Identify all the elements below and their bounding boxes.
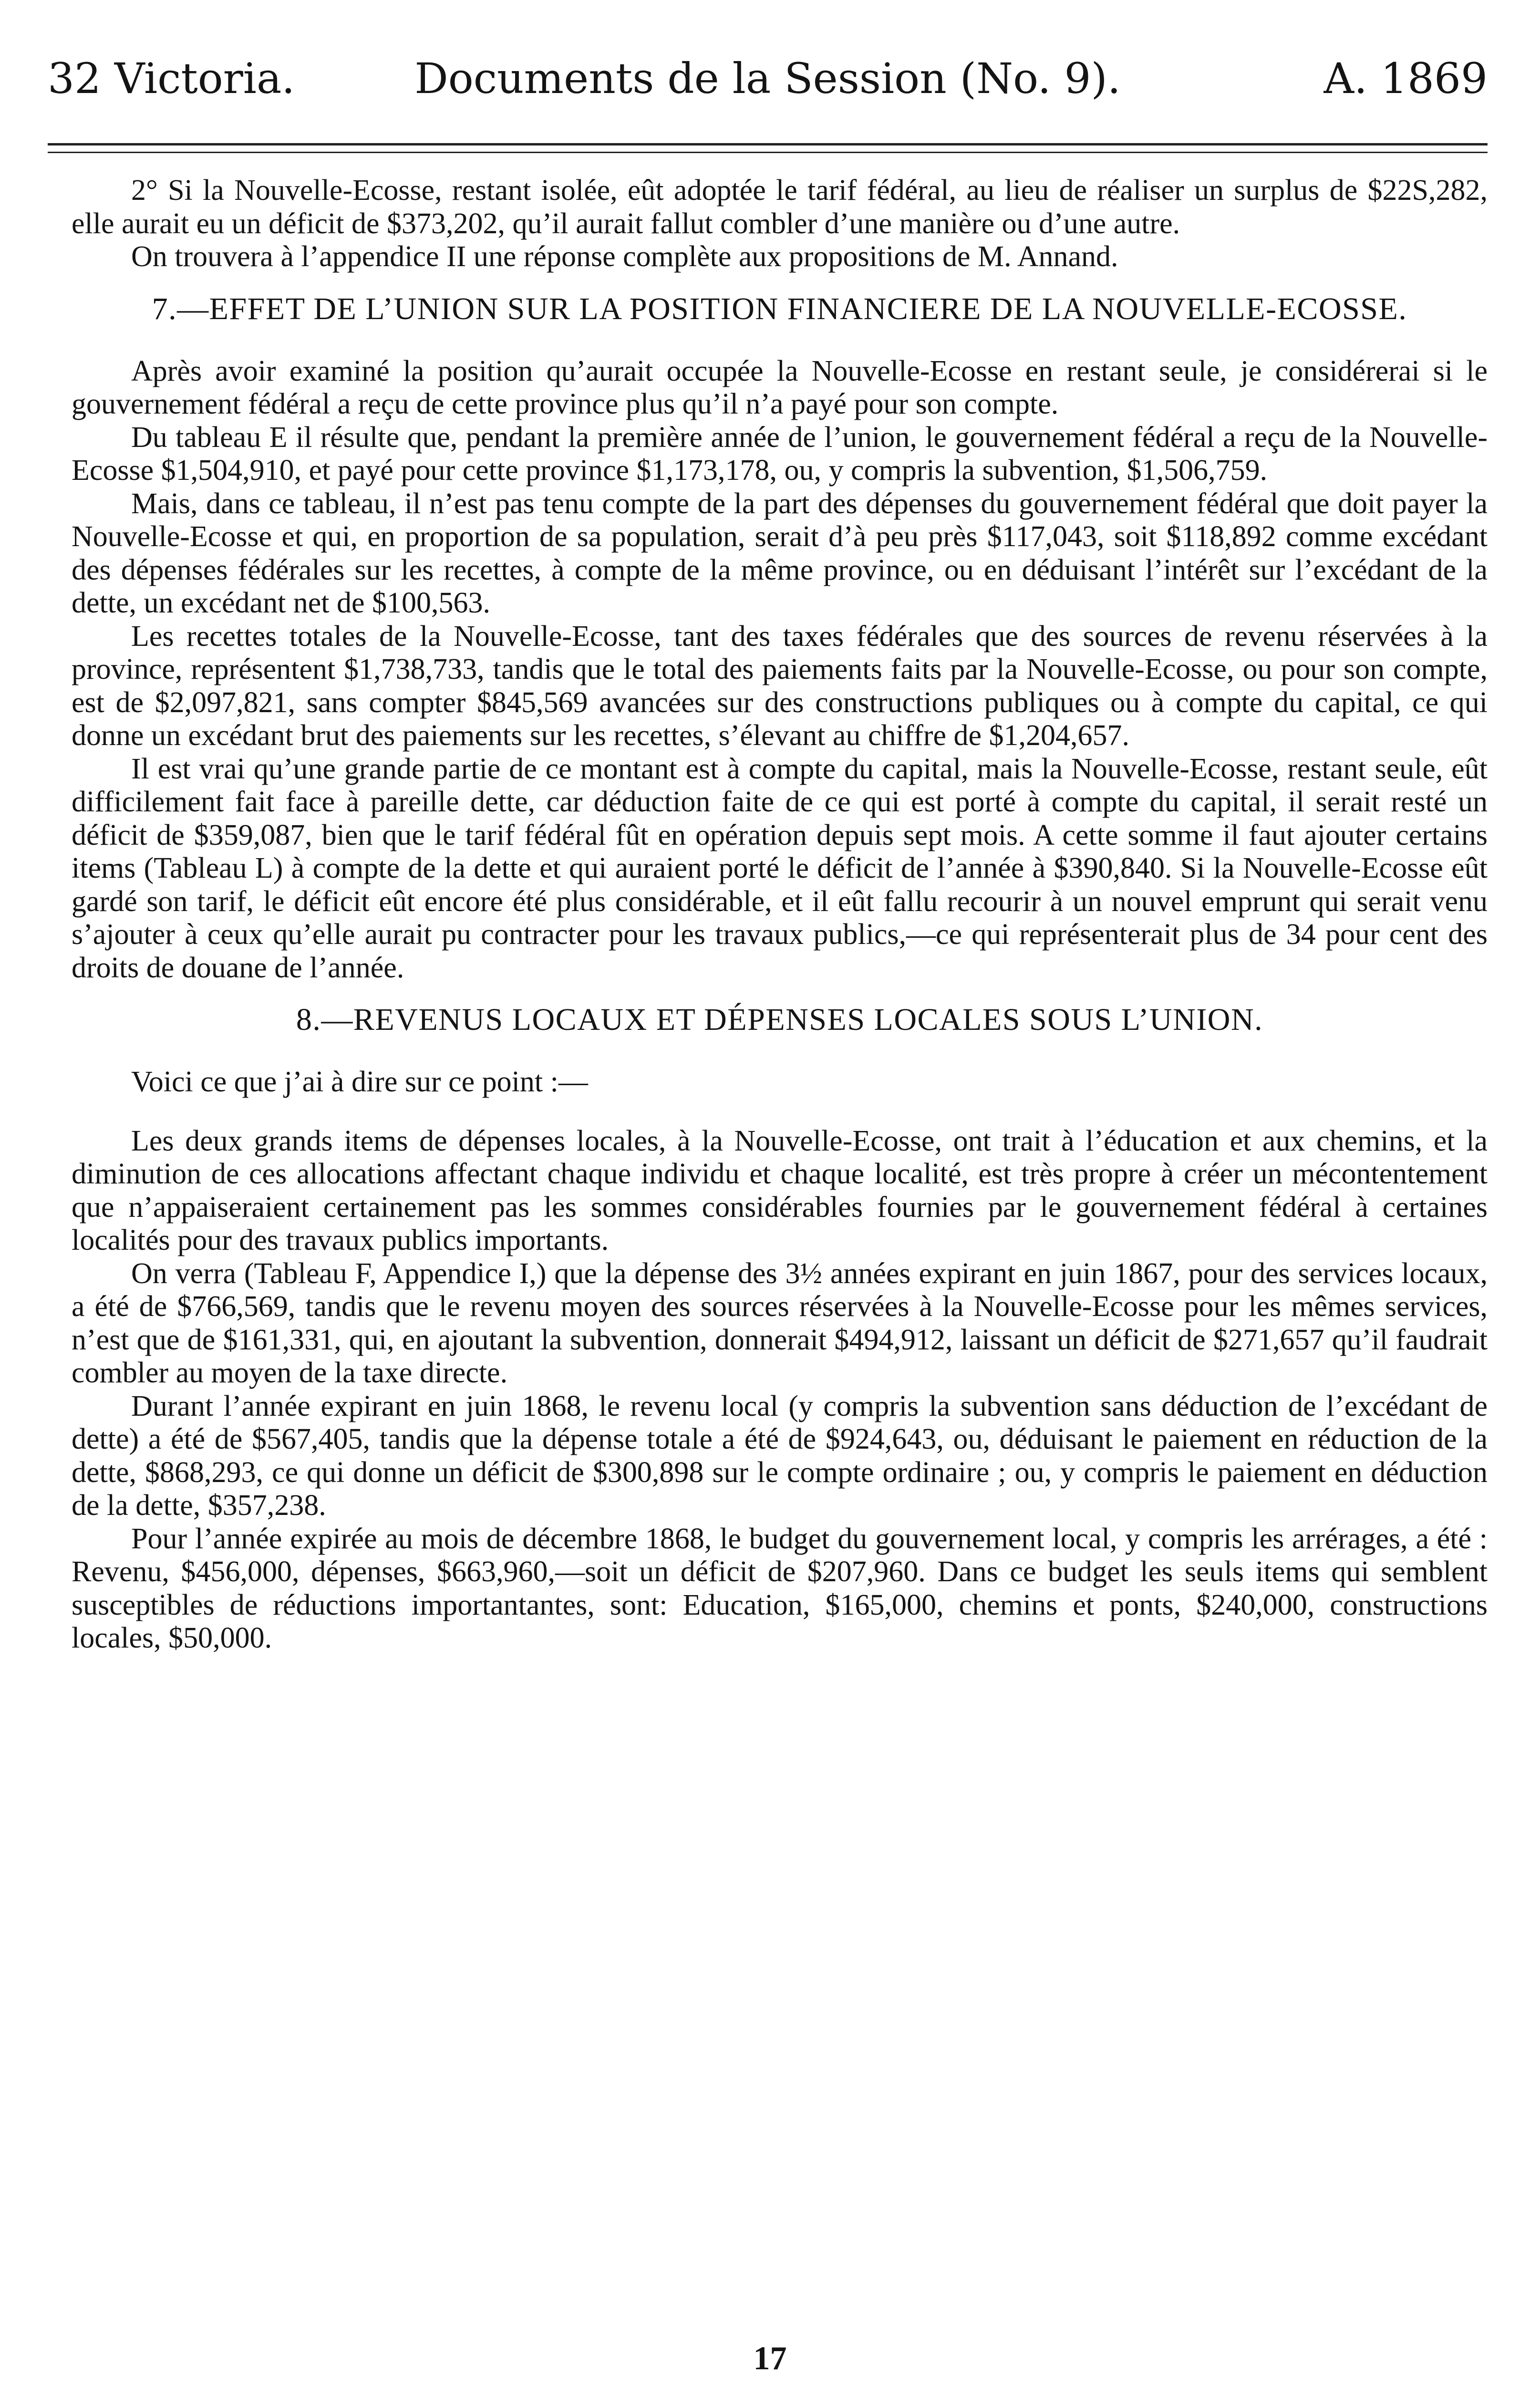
paragraph: 2° Si la Nouvelle-Ecosse, restant isolée, eût adoptée le tarif fédéral, au lieu de réaliser un surplus de $22S,282, elle aurait eu un déficit de $373,202, qu’il aurait fallut combler d’une manière ou d’une autre.: [72, 174, 1488, 240]
paragraph: Mais, dans ce tableau, il n’est pas tenu compte de la part des dépenses du gouvernement fédéral que doit payer la Nouvelle-Ecosse et qui, en proportion de sa population, serait d’à peu près $117,043, soit $118,892 comme excédant des dépenses fédérales sur les recettes, à compte de la même province, ou en déduisant l’intérêt sur l’excédant de la dette, un excédant net de $100,563.: [72, 487, 1488, 619]
paragraph: On trouvera à l’appendice II une réponse complète aux propositions de M. Annand.: [131, 240, 1118, 273]
header-right: A. 1869: [1323, 54, 1488, 103]
page-number: 17: [753, 2340, 787, 2377]
paragraph: Durant l’année expirant en juin 1868, le revenu local (y compris la subvention sans déduction de l’excédant de dette) a été de $567,405, tandis que la dépense totale a été de $924,643, ou, déduisant le paiement en réduction de la dette, $868,293, ce qui donne un déficit de $300,898 sur le compte ordinaire ; ou, y compris le paiement en déduction de la dette, $357,238.: [72, 1390, 1488, 1522]
paragraph: Pour l’année expirée au mois de décembre 1868, le budget du gouvernement local, y compris les arrérages, a été : Revenu, $456,000, dépenses, $663,960,—soit un déficit de $207,960. Dans ce budget les seuls items qui semblent susceptibles de réductions importantantes, sont: Education, $165,000, chemins et ponts, $240,000, constructions locales, $50,000.: [72, 1522, 1488, 1654]
section-heading: 7.—EFFET DE L’UNION SUR LA POSITION FINANCIERE DE LA NOUVELLE-ECOSSE.: [152, 291, 1407, 326]
paragraph: Il est vrai qu’une grande partie de ce montant est à compte du capital, mais la Nouvelle-Ecosse, restant seule, eût difficilement fait face à pareille dette, car déduction faite de ce qui est porté à compte du capital, il serait resté un déficit de $359,087, bien que le tarif fédéral fût en opération depuis sept mois. A cette somme il faut ajouter certains items (Tableau L) à compte de la dette et qui auraient porté le déficit de l’année à $390,840. Si la Nouvelle-Ecosse eût gardé son tarif, le déficit eût encore été plus considérable, et il eût fallu recourir à un nouvel emprunt qui serait venu s’ajouter à ceux qu’elle aurait pu contracter pour les travaux publics,—ce qui représenterait plus de 34 pour cent des droits de douane de l’année.: [72, 752, 1488, 984]
header-title: Documents de la Session (No. 9).: [414, 54, 1121, 103]
paragraph: Après avoir examiné la position qu’aurait occupée la Nouvelle-Ecosse en restant seule, je considérerai si le gouvernement fédéral a reçu de cette province plus qu’il n’a payé pour son compte.: [72, 354, 1488, 420]
section-intro: Voici ce que j’ai à dire sur ce point :—: [131, 1066, 588, 1098]
header-rule-thin: [48, 152, 1488, 153]
paragraph: Les recettes totales de la Nouvelle-Ecosse, tant des taxes fédérales que des sources de revenu réservées à la province, représentent $1,738,733, tandis que le total des paiements faits par la Nouvelle-Ecosse, ou pour son compte, est de $2,097,821, sans compter $845,569 avancées sur des constructions publiques ou à compte du capital, ce qui donne un excédant brut des paiements sur les recettes, s’élevant au chiffre de $1,204,657.: [72, 620, 1488, 752]
paragraph: Du tableau E il résulte que, pendant la première année de l’union, le gouvernement fédéral a reçu de la Nouvelle-Ecosse $1,504,910, et payé pour cette province $1,173,178, ou, y compris la subvention, $1,506,759.: [72, 421, 1488, 487]
paragraph: On verra (Tableau F, Appendice I,) que la dépense des 3½ années expirant en juin 1867, pour des services locaux, a été de $766,569, tandis que le revenu moyen des sources réservées à la Nouvelle-Ecosse pour les mêmes services, n’est que de $161,331, qui, en ajoutant la subvention, donnerait $494,912, laissant un déficit de $271,657 qu’il faudrait combler au moyen de la taxe directe.: [72, 1257, 1488, 1389]
header-left: 32 Victoria.: [48, 54, 295, 103]
document-body: [72, 174, 1488, 1655]
paragraph: Les deux grands items de dépenses locales, à la Nouvelle-Ecosse, ont trait à l’éducation et aux chemins, et la diminution de ces allocations affectant chaque individu et chaque localité, est très propre à créer un mécontentement que n’appaiseraient certainement pas les sommes considérables fournies par le gouvernement fédéral à certaines localités pour des travaux publics importants.: [72, 1124, 1488, 1256]
header-rule: [48, 143, 1488, 145]
page-header: [48, 48, 1488, 110]
section-heading: 8.—REVENUS LOCAUX ET DÉPENSES LOCALES SOUS L’UNION.: [296, 1002, 1263, 1037]
